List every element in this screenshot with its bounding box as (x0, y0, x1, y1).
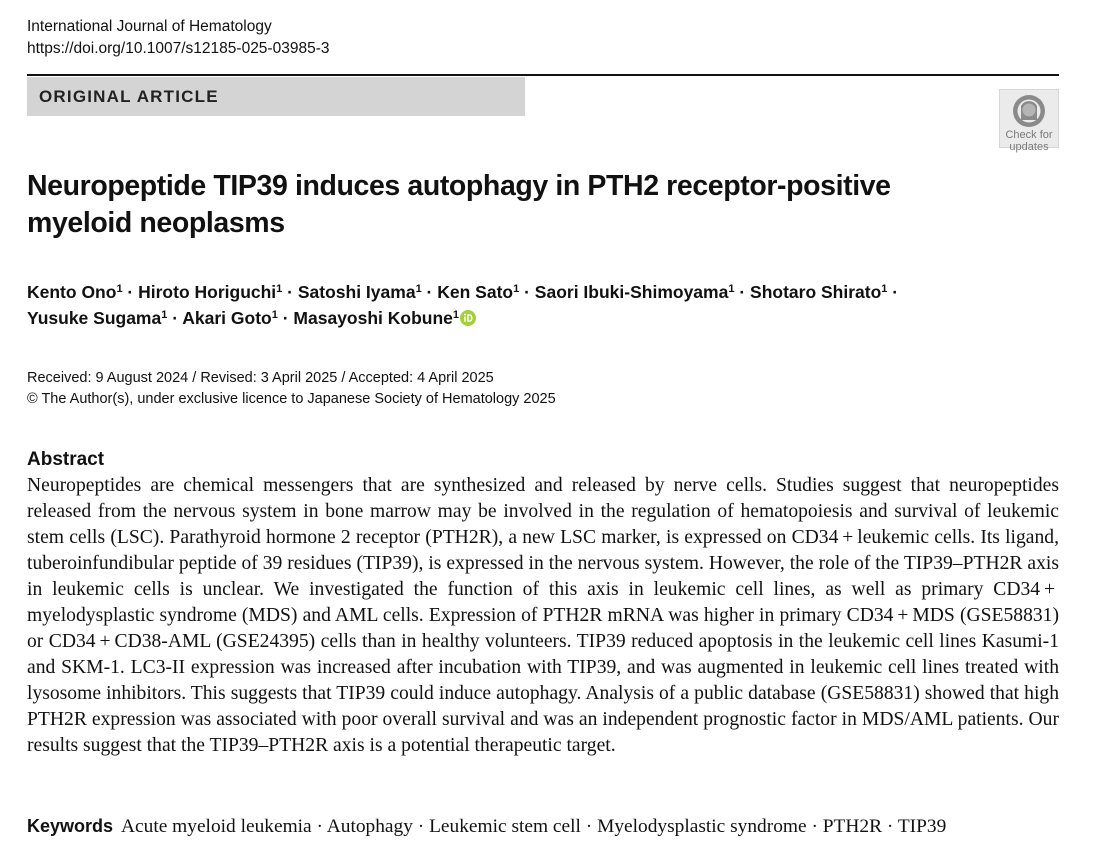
affiliation-marker: 1 (728, 283, 735, 295)
author-separator: · (167, 308, 183, 328)
abstract-heading: Abstract (27, 449, 105, 470)
keyword-separator: · (311, 816, 327, 837)
keyword[interactable]: Acute myeloid leukemia (121, 816, 312, 837)
keyword[interactable]: TIP39 (897, 816, 947, 837)
affiliation-marker: 1 (161, 309, 168, 321)
keyword-separator: · (412, 816, 430, 837)
author[interactable]: Satoshi Iyama$^1$ (297, 282, 422, 302)
article-title (27, 168, 987, 242)
author[interactable]: Saori Ibuki-Shimoyama$^1$ (534, 282, 735, 302)
publication-history (27, 368, 556, 410)
keyword-list (121, 816, 946, 837)
author-separator: · (887, 282, 899, 302)
article-type-banner: ORIGINAL ARTICLE (27, 77, 525, 116)
author[interactable]: Ken Sato$^1$ (437, 282, 520, 302)
keywords-label: Keywords (27, 816, 114, 836)
article-title-line1: Neuropeptide TIP39 induces autophagy in PTH2 receptor-positive (27, 170, 891, 202)
affiliation-marker: 1 (271, 309, 278, 321)
author-separator: · (282, 282, 298, 302)
header-divider (27, 74, 1059, 76)
author[interactable]: Akari Goto$^1$ (182, 308, 278, 328)
keyword[interactable]: PTH2R (822, 816, 883, 837)
author[interactable]: Masayoshi Kobune$^1$ (293, 308, 460, 328)
copyright-notice: © The Author(s), under exclusive licence to Japanese Society of Hematology 2025 (27, 391, 556, 407)
author-list (27, 279, 1067, 333)
abstract-text: Neuropeptides are chemical messengers that are synthesized and released by nerve cells. Studies suggest that neuropeptides released from the nervous system in bone marrow may be involved in the regulation of hematopoiesis and survival of leukemic stem cells (LSC). Parathyroid hormone 2 receptor (PTH2R), a new LSC marker, is expressed on CD34 + leukemic cells. Its ligand, tuberoinfundibular peptide of 39 residues (TIP39), is expressed in the nervous system. However, the role of the TIP39–PTH2R axis in leukemic cells is unclear. We investigated the function of this axis in leukemic cell lines, as well as primary CD34 + myelodysplastic syndrome (MDS) and AML cells. Expression of PTH2R mRNA was higher in primary CD34 + MDS (GSE58831) or CD34 + CD38-AML (GSE24395) cells than in healthy volunteers. TIP39 reduced apoptosis in the leukemic cell lines Kasumi-1 and SKM-1. LC3-II expression was increased after incubation with TIP39, and was augmented in leukemic cell lines treated with lysosome inhibitors. This suggests that TIP39 could induce autophagy. Analysis of a public database (GSE58831) showed that high PTH2R expression was associated with poor overall survival and was an independent prognostic factor in MDS/AML patients. Our results suggest that the TIP39–PTH2R axis is a potential therapeutic target. (27, 475, 1059, 756)
check-for-updates-icon (1011, 93, 1047, 129)
author-separator: · (421, 282, 438, 302)
orcid-icon[interactable] (460, 307, 476, 333)
author[interactable]: Hiroto Horiguchi$^1$ (138, 282, 283, 302)
article-title-line2: myeloid neoplasms (27, 207, 285, 239)
author[interactable]: Shotaro Shirato$^1$ (750, 282, 888, 302)
keyword-separator: · (580, 816, 598, 837)
affiliation-marker: 1 (276, 283, 283, 295)
affiliation-marker: 1 (452, 309, 460, 321)
author[interactable]: Kento Ono$^1$ (27, 282, 123, 302)
journal-header (27, 16, 329, 60)
affiliation-marker: 1 (881, 283, 888, 295)
affiliation-marker: 1 (513, 283, 520, 295)
received-revised-accepted-dates: Received: 9 August 2024 / Revised: 3 April 2025 / Accepted: 4 April 2025 (27, 370, 494, 386)
doi-link[interactable]: https://doi.org/10.1007/s12185-025-03985-3 (27, 40, 330, 57)
author-separator: · (277, 308, 294, 328)
affiliation-marker: 1 (116, 283, 123, 295)
keyword[interactable]: Myelodysplastic syndrome (597, 816, 807, 837)
keyword-separator: · (806, 816, 823, 837)
author-separator: · (122, 282, 139, 302)
author-separator: · (734, 282, 751, 302)
affiliation-marker: 1 (415, 283, 422, 295)
keyword[interactable]: Leukemic stem cell (429, 816, 581, 837)
keywords-section (27, 813, 1087, 841)
author[interactable]: Yusuke Sugama$^1$ (27, 308, 168, 328)
journal-name: International Journal of Hematology (27, 18, 272, 35)
check-for-updates-label-line2: updates (1009, 141, 1049, 153)
author-separator: · (519, 282, 535, 302)
keyword[interactable]: Autophagy (326, 816, 413, 837)
check-for-updates-button[interactable] (999, 89, 1059, 153)
keyword-separator: · (882, 816, 898, 837)
check-for-updates-label-line1: Check for (1005, 129, 1053, 141)
